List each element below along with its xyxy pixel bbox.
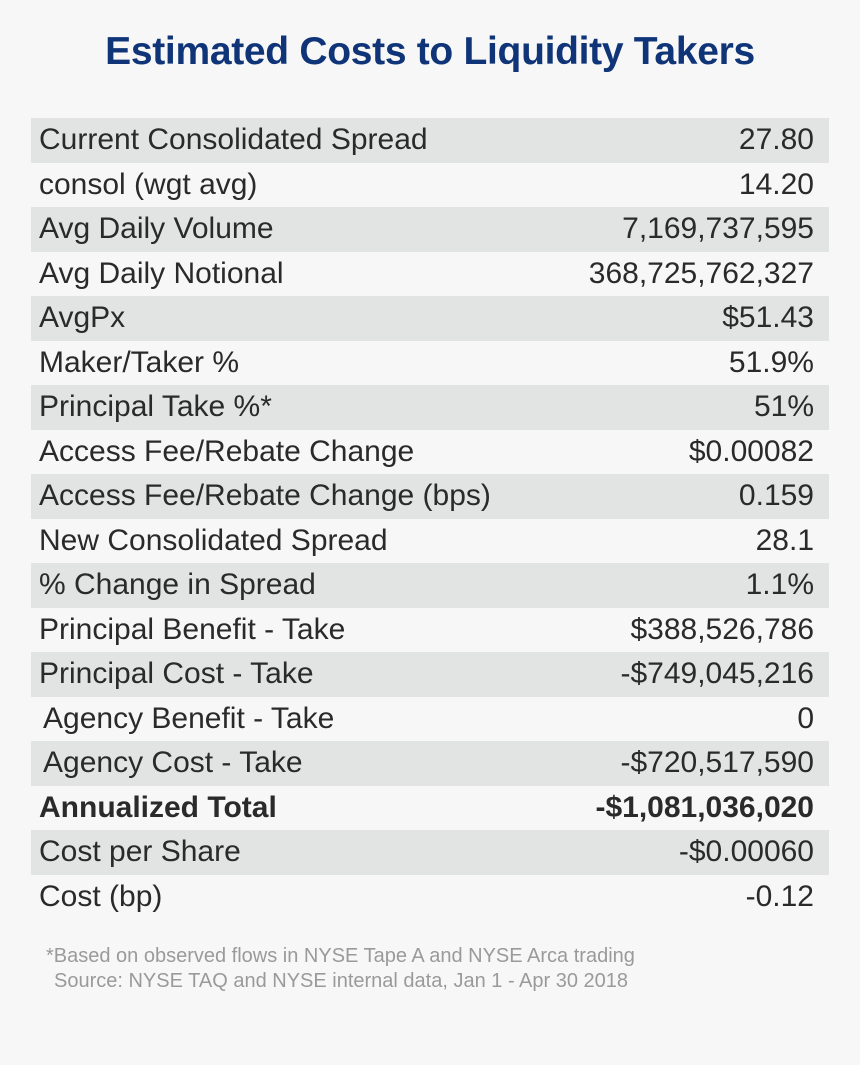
- table-row-principal-cost-take: [31, 652, 829, 697]
- row-label: AvgPx: [39, 301, 126, 335]
- row-value: -0.12: [745, 879, 814, 913]
- table-row-principal-benefit-take: [31, 608, 829, 653]
- row-label: Annualized Total: [39, 790, 277, 824]
- table-row-cost-bp: [31, 875, 829, 920]
- row-value: 28.1: [755, 523, 814, 557]
- row-label: consol (wgt avg): [39, 167, 258, 201]
- row-label: Agency Cost - Take: [43, 746, 303, 780]
- row-label: Principal Take %*: [39, 390, 272, 424]
- table-row-cost-per-share: [31, 830, 829, 875]
- row-value: 0: [797, 701, 814, 735]
- footnote-source: Source: NYSE TAQ and NYSE internal data, Jan 1 - Apr 30 2018: [54, 970, 629, 992]
- row-value: -$749,045,216: [620, 657, 814, 691]
- row-value: 1.1%: [745, 568, 814, 602]
- row-label: Access Fee/Rebate Change (bps): [39, 479, 491, 513]
- table-row-avgpx: [31, 296, 829, 341]
- table-row-principal-take-pct: [31, 385, 829, 430]
- row-label: % Change in Spread: [39, 568, 316, 602]
- table-row-annualized-total: [31, 786, 829, 831]
- row-label: Avg Daily Volume: [39, 212, 274, 246]
- table-row-pct-change-in-spread: [31, 563, 829, 608]
- row-label: Avg Daily Notional: [39, 256, 284, 290]
- footnote-observed-flows: *Based on observed flows in NYSE Tape A and NYSE Arca trading: [46, 945, 635, 967]
- row-label: Principal Benefit - Take: [39, 612, 346, 646]
- table-row-agency-cost-take: [31, 741, 829, 786]
- row-label: New Consolidated Spread: [39, 523, 388, 557]
- row-value: -$1,081,036,020: [595, 790, 814, 824]
- table-row-agency-benefit-take: [31, 697, 829, 742]
- row-value: 51.9%: [728, 345, 814, 379]
- row-value: -$0.00060: [678, 835, 814, 869]
- row-value: 27.80: [738, 123, 814, 157]
- row-value: 0.159: [738, 479, 814, 513]
- row-label: Access Fee/Rebate Change: [39, 434, 415, 468]
- row-value: 51%: [753, 390, 814, 424]
- row-value: 7,169,737,595: [622, 212, 814, 246]
- cost-table: [31, 118, 829, 919]
- row-value: 368,725,762,327: [588, 256, 814, 290]
- row-label: Current Consolidated Spread: [39, 123, 428, 157]
- row-label: Principal Cost - Take: [39, 657, 314, 691]
- table-row-current-consolidated-spread: [31, 118, 829, 163]
- table-row-access-fee-rebate-change: [31, 430, 829, 475]
- row-value: $0.00082: [688, 434, 814, 468]
- table-row-consol-wgt-avg: [31, 163, 829, 208]
- row-value: $388,526,786: [630, 612, 814, 646]
- footnote: [46, 944, 635, 994]
- table-row-maker-taker-pct: [31, 341, 829, 386]
- table-row-access-fee-rebate-change-bps: [31, 474, 829, 519]
- row-value: $51.43: [722, 301, 814, 335]
- row-value: -$720,517,590: [620, 746, 814, 780]
- row-label: Agency Benefit - Take: [43, 701, 335, 735]
- page-title: Estimated Costs to Liquidity Takers: [105, 30, 755, 73]
- row-value: 14.20: [738, 167, 814, 201]
- row-label: Cost per Share: [39, 835, 241, 869]
- row-label: Maker/Taker %: [39, 345, 240, 379]
- row-label: Cost (bp): [39, 879, 163, 913]
- table-row-avg-daily-notional: [31, 252, 829, 297]
- table-row-avg-daily-volume: [31, 207, 829, 252]
- table-row-new-consolidated-spread: [31, 519, 829, 564]
